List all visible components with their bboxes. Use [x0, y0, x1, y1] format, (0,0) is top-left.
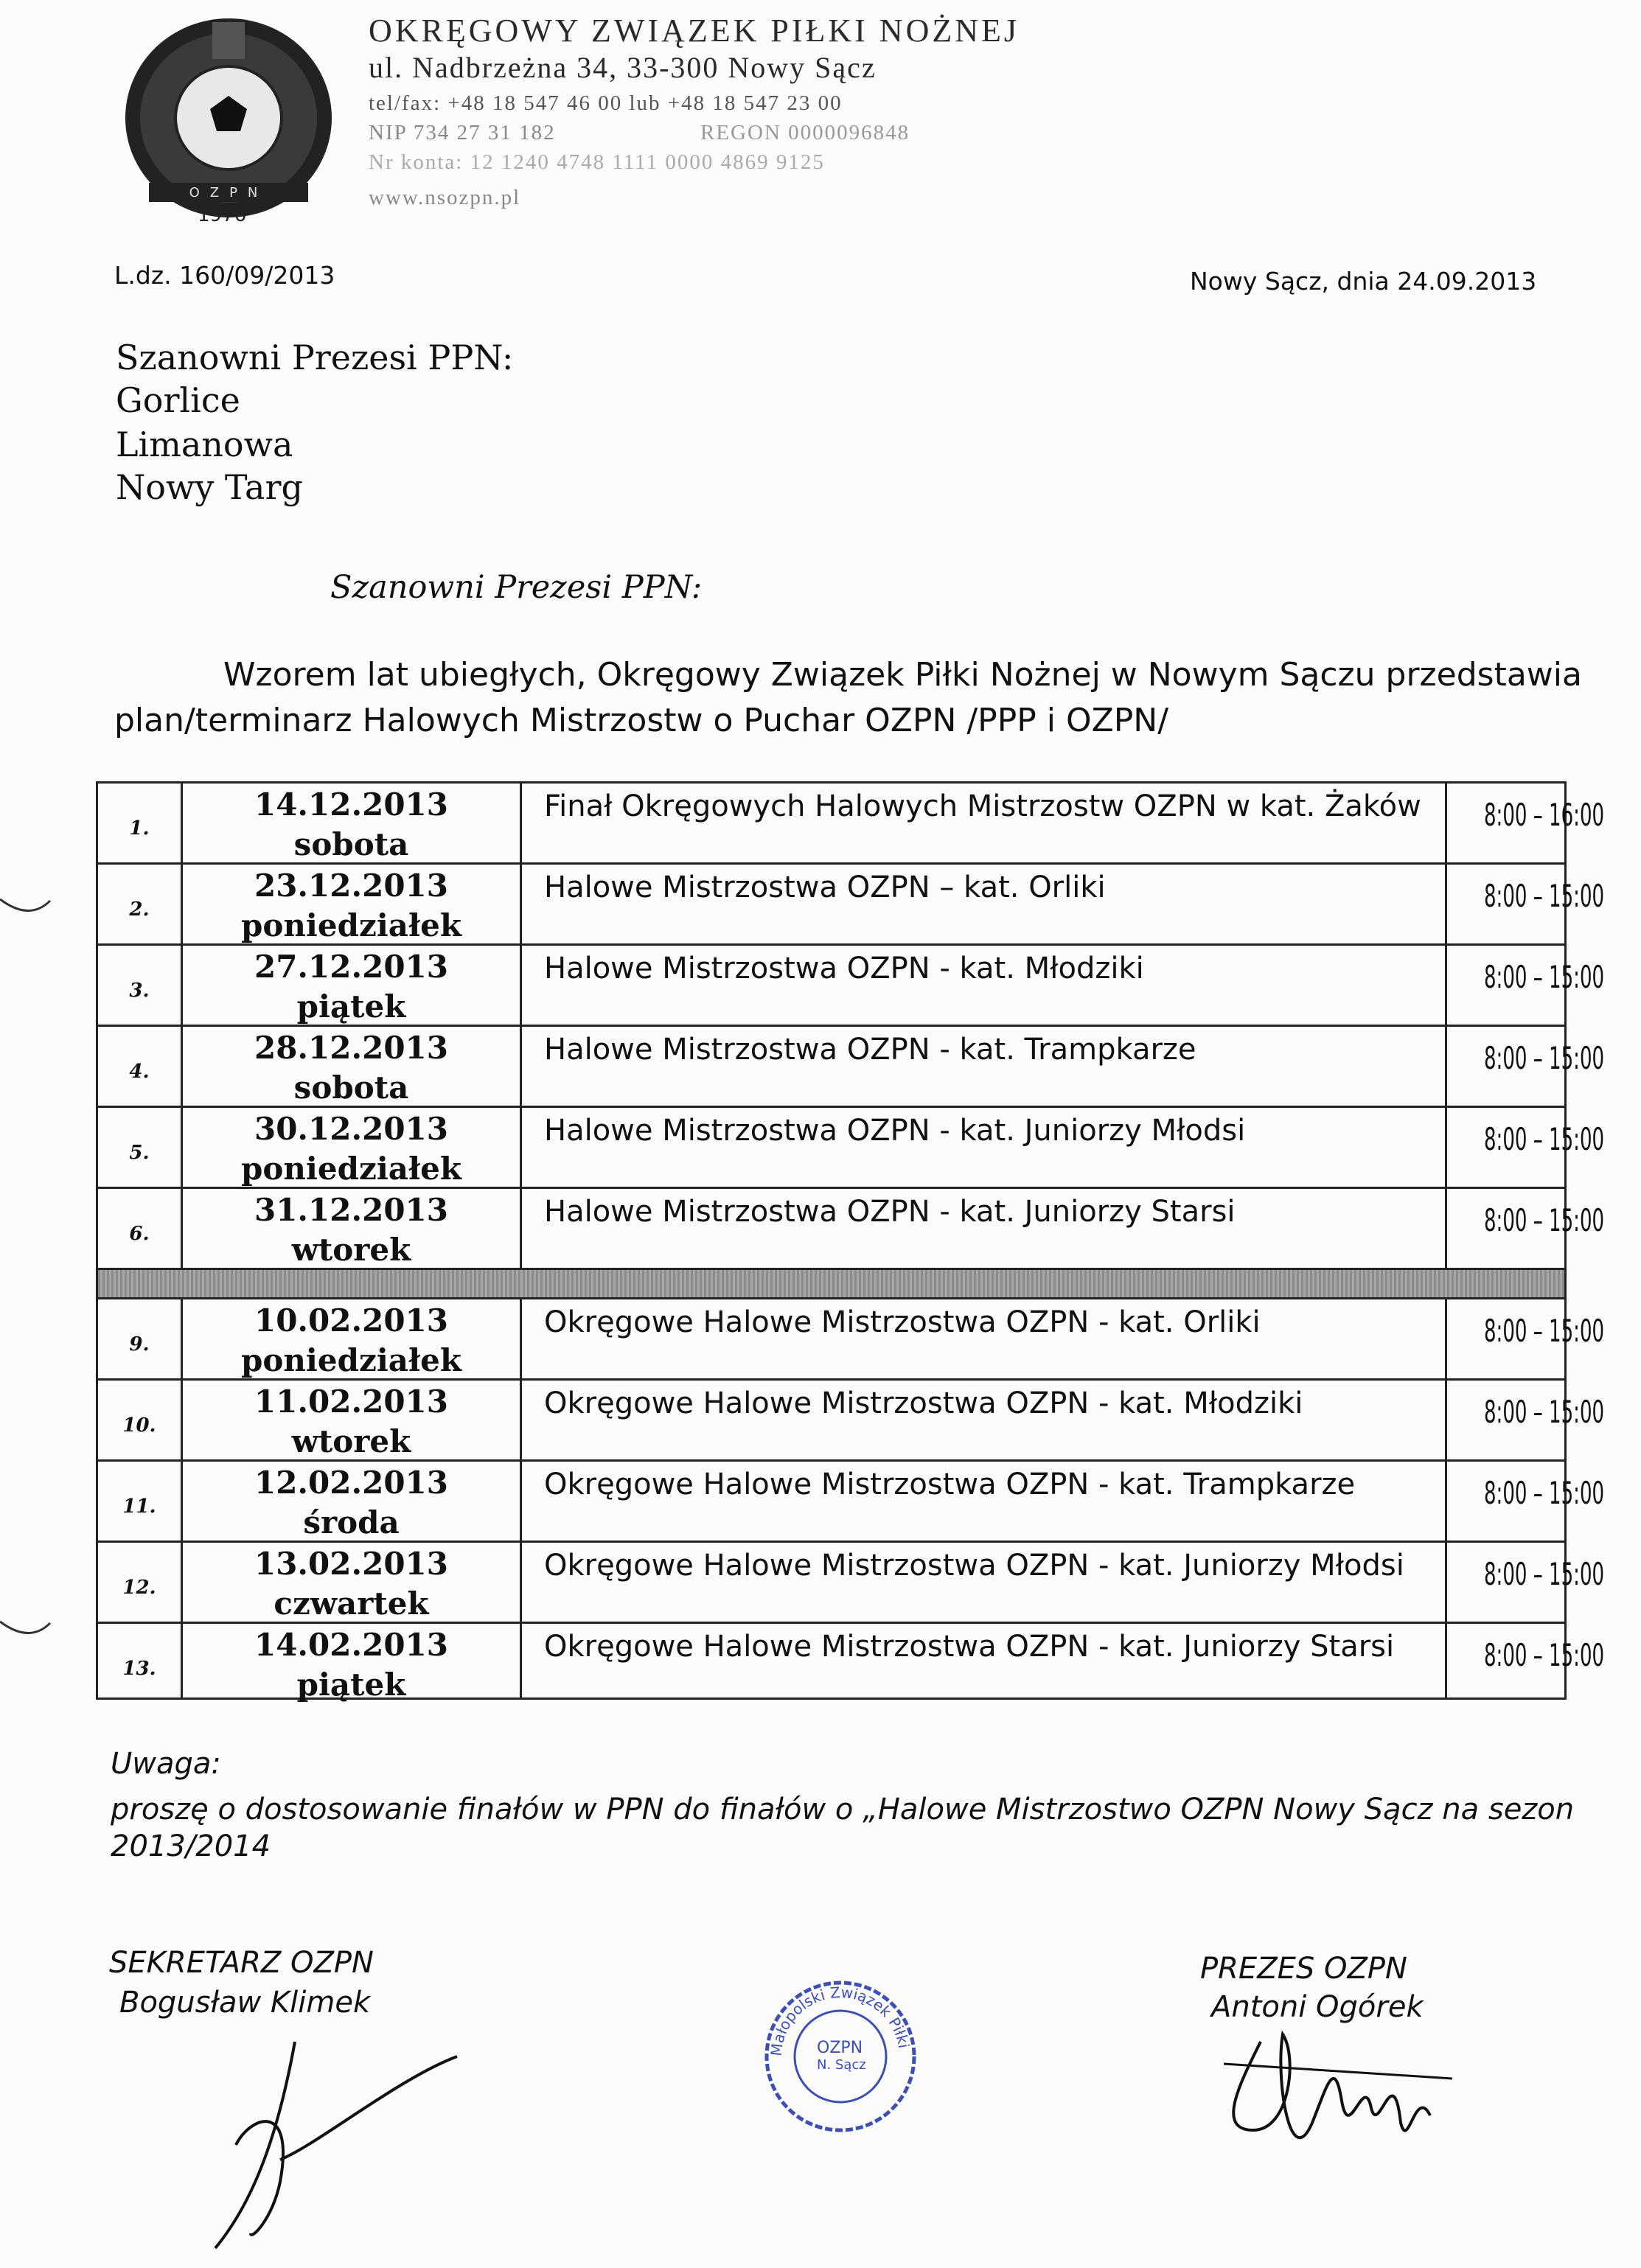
weekday: sobota: [293, 1070, 409, 1106]
event-name: Okręgowe Halowe Mistrzostwa OZPN - kat. Orliki: [522, 1299, 1447, 1378]
stamp-city: N. Sącz: [817, 2057, 866, 2073]
time-cell: [1447, 1108, 1605, 1187]
ozpn-logo: [111, 7, 354, 228]
time-cell: [1447, 1462, 1605, 1541]
intro-line-1: Wzorem lat ubiegłych, Okręgowy Związek Piłki Nożnej w Nowym Sączu przedstawia: [223, 656, 1582, 694]
time-cell: [1447, 1381, 1605, 1459]
row-number: 1.: [98, 784, 183, 862]
place-date: Nowy Sącz, dnia 24.09.2013: [1190, 267, 1537, 296]
org-regon: REGON 0000096848: [700, 121, 910, 144]
row-number: 5.: [98, 1108, 183, 1187]
date-cell: [183, 1027, 522, 1106]
logo-year-text: 1976: [198, 204, 247, 226]
event-name: Halowe Mistrzostwa OZPN - kat. Trampkarze: [522, 1027, 1447, 1106]
date-cell: [183, 1462, 522, 1541]
row-number: 4.: [98, 1027, 183, 1106]
date-cell: [183, 1381, 522, 1459]
org-address: ul. Nadbrzeżna 34, 33-300 Nowy Sącz: [369, 51, 877, 84]
weekday: czwartek: [274, 1585, 429, 1622]
time-range: 8:00 – 15:00: [1483, 1121, 1605, 1157]
logo-banner-text: OZPN: [189, 185, 268, 200]
row-number: 9.: [98, 1299, 183, 1378]
weekday: wtorek: [291, 1232, 411, 1268]
time-range: 8:00 – 16:00: [1483, 797, 1605, 833]
row-number: 10.: [98, 1381, 183, 1459]
event-name: Okręgowe Halowe Mistrzostwa OZPN - kat. Juniorzy Młodsi: [522, 1543, 1447, 1622]
table-row: [98, 1462, 1605, 1543]
time-range: 8:00 – 15:00: [1483, 1313, 1605, 1349]
table-separator-row: [98, 1270, 1564, 1299]
salutation: Szanowni Prezesi PPN:: [116, 338, 514, 377]
event-name: Okręgowe Halowe Mistrzostwa OZPN - kat. Juniorzy Starsi: [522, 1624, 1447, 1697]
time-cell: [1447, 865, 1605, 943]
note-line-1: proszę o dostosowanie finałów w PPN do finałów o „Halowe Mistrzostwo OZPN Nowy Sącz na sezon: [111, 1793, 1575, 1826]
secretary-name: Bogusław Klimek: [119, 1986, 371, 2020]
time-cell: [1447, 1027, 1605, 1106]
president-title: PREZES OZPN: [1200, 1952, 1407, 1986]
date: 10.02.2013: [254, 1302, 449, 1339]
date: 11.02.2013: [254, 1384, 449, 1420]
date-cell: [183, 1624, 522, 1703]
date: 28.12.2013: [254, 1030, 449, 1066]
org-nip: NIP 734 27 31 182: [369, 121, 556, 144]
punch-hole-mark-icon: [0, 884, 52, 929]
weekday: poniedziałek: [241, 1342, 461, 1378]
date: 14.12.2013: [254, 786, 449, 823]
date: 30.12.2013: [254, 1111, 449, 1147]
row-number: 11.: [98, 1462, 183, 1541]
time-range: 8:00 – 15:00: [1483, 1637, 1605, 1673]
date: 27.12.2013: [254, 949, 449, 985]
table-row: [98, 865, 1605, 946]
weekday: piątek: [296, 1667, 406, 1703]
org-account: Nr konta: 12 1240 4748 1111 0000 4869 9125: [369, 150, 825, 174]
org-website: www.nsozpn.pl: [369, 186, 521, 209]
date-cell: [183, 1543, 522, 1622]
recipient-nowy-targ: Nowy Targ: [116, 467, 303, 507]
date-cell: [183, 865, 522, 943]
time-range: 8:00 – 15:00: [1483, 1475, 1605, 1511]
salutation-italic: Szanowni Prezesi PPN:: [330, 569, 703, 606]
stamp-org: OZPN: [817, 2039, 863, 2057]
time-range: 8:00 – 15:00: [1483, 1556, 1605, 1592]
weekday: piątek: [296, 988, 406, 1025]
org-name: OKRĘGOWY ZWIĄZEK PIŁKI NOŻNEJ: [369, 13, 1020, 49]
secretary-title: SEKRETARZ OZPN: [109, 1946, 374, 1980]
date-cell: [183, 946, 522, 1025]
intro-line-2: plan/terminarz Halowych Mistrzostw o Puchar OZPN /PPP i OZPN/: [114, 702, 1169, 739]
table-row: [98, 1381, 1605, 1462]
president-name: Antoni Ogórek: [1211, 1990, 1424, 2024]
time-range: 8:00 – 15:00: [1483, 1394, 1605, 1430]
date-cell: [183, 784, 522, 862]
date: 14.02.2013: [254, 1627, 449, 1663]
ozpn-stamp: [759, 1975, 921, 2138]
time-range: 8:00 – 15:00: [1483, 1040, 1605, 1076]
time-range: 8:00 – 15:00: [1483, 878, 1605, 914]
row-number: 2.: [98, 865, 183, 943]
event-name: Okręgowe Halowe Mistrzostwa OZPN - kat. Trampkarze: [522, 1462, 1447, 1541]
table-row: [98, 1027, 1605, 1108]
org-phone: tel/fax: +48 18 547 46 00 lub +48 18 547 23 00: [369, 91, 843, 115]
secretary-signature: [206, 2034, 464, 2255]
time-cell: [1447, 1624, 1605, 1697]
time-range: 8:00 – 15:00: [1483, 959, 1605, 995]
date: 31.12.2013: [254, 1192, 449, 1228]
punch-hole-mark-icon: [0, 1607, 52, 1651]
date-cell: [183, 1108, 522, 1187]
recipient-limanowa: Limanowa: [116, 425, 293, 464]
table-row: [98, 1299, 1605, 1381]
time-cell: [1447, 1189, 1605, 1268]
president-signature: [1209, 2012, 1460, 2182]
time-range: 8:00 – 15:00: [1483, 1202, 1605, 1238]
row-number: 12.: [98, 1543, 183, 1622]
table-row: [98, 1624, 1605, 1703]
time-cell: [1447, 1543, 1605, 1622]
time-cell: [1447, 1299, 1605, 1378]
date: 12.02.2013: [254, 1465, 449, 1501]
date-cell: [183, 1299, 522, 1378]
event-name: Halowe Mistrzostwa OZPN - kat. Juniorzy Młodsi: [522, 1108, 1447, 1187]
weekday: poniedziałek: [241, 907, 461, 943]
reference-number: L.dz. 160/09/2013: [114, 261, 335, 290]
table-row: [98, 946, 1605, 1027]
date: 23.12.2013: [254, 868, 449, 904]
time-cell: [1447, 784, 1605, 862]
recipient-gorlice: Gorlice: [116, 380, 240, 420]
event-name: Halowe Mistrzostwa OZPN - kat. Młodziki: [522, 946, 1447, 1025]
note-line-2: 2013/2014: [111, 1829, 271, 1863]
row-number: 13.: [98, 1624, 183, 1697]
date-cell: [183, 1189, 522, 1268]
stamp-ring-text: Małopolski Związek Piłki: [767, 1983, 913, 2057]
row-number: 3.: [98, 946, 183, 1025]
table-row: [98, 1108, 1605, 1189]
event-name: Okręgowe Halowe Mistrzostwa OZPN - kat. Młodziki: [522, 1381, 1447, 1459]
stamp-center-text: [817, 2039, 866, 2073]
note-title: Uwaga:: [111, 1747, 221, 1781]
event-name: Finał Okręgowych Halowych Mistrzostw OZPN w kat. Żaków: [522, 784, 1447, 862]
weekday: środa: [303, 1504, 400, 1541]
weekday: sobota: [293, 826, 409, 862]
schedule-table: [96, 781, 1605, 1703]
weekday: wtorek: [291, 1423, 411, 1459]
event-name: Halowe Mistrzostwa OZPN – kat. Orliki: [522, 865, 1447, 943]
time-cell: [1447, 946, 1605, 1025]
date: 13.02.2013: [254, 1546, 449, 1582]
row-number: 6.: [98, 1189, 183, 1268]
event-name: Halowe Mistrzostwa OZPN - kat. Juniorzy Starsi: [522, 1189, 1447, 1268]
table-row: [98, 1189, 1605, 1270]
table-row: [98, 784, 1605, 865]
table-row: [98, 1543, 1605, 1624]
weekday: poniedziałek: [241, 1151, 461, 1187]
